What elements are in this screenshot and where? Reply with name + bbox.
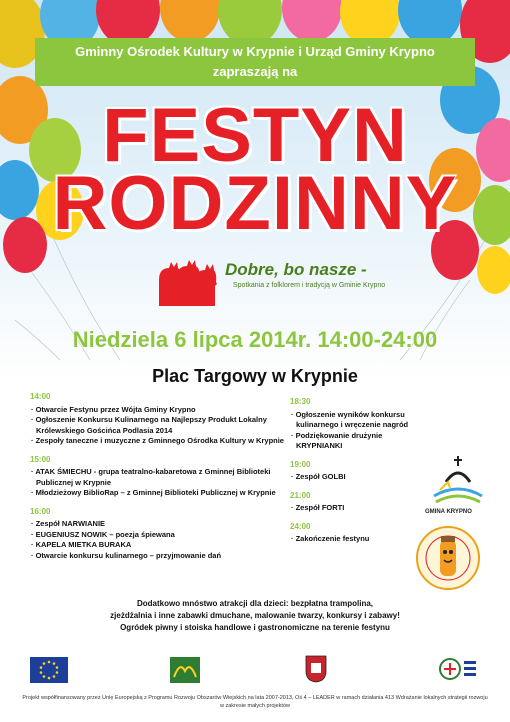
- invite-line: zapraszają na: [212, 64, 298, 79]
- schedule-item: · Ogłoszenie wyników konkursu kulinarnego i wręczenie nagród: [291, 409, 409, 429]
- organizers-line: Gminny Ośrodek Kultury w Krypnie i Urząd Gminy Krypno: [75, 44, 435, 59]
- schedule-item: · Otwarcie konkursu kulinarnego – przyjmowanie dań: [31, 550, 222, 560]
- schedule-time: 19:00: [290, 459, 311, 469]
- footer-line: w zakresie małych projektów: [220, 703, 290, 709]
- schedule-item: · Zespół GOLBI: [291, 472, 346, 481]
- schedule-item: · Zakończenie festynu: [291, 534, 370, 543]
- schedule-block: [290, 491, 430, 514]
- schedule-block: [290, 522, 430, 545]
- schedule-time: 24:00: [290, 521, 311, 531]
- organizers-banner: [35, 38, 475, 86]
- schedule-item: · Podziękowanie drużynie KRYPNIANKI: [291, 430, 383, 450]
- eu-flag-icon: [30, 657, 68, 683]
- schedule-time: 15:00: [30, 454, 51, 464]
- footer-logos: [0, 655, 510, 685]
- schedule-item: · Zespół NARWIANIE: [31, 519, 106, 528]
- extra-attractions: [60, 598, 450, 634]
- schedule-time: 14:00: [30, 392, 51, 401]
- extra-line: Ogródek piwny i stoiska handlowe i gastronomiczne na terenie festynu: [120, 623, 390, 632]
- schedule-time: 21:00: [290, 490, 311, 500]
- schedule-item: · Młodzieżowy BiblioRap – z Gminnej Biblioteki Publicznej w Krypnie: [31, 488, 276, 497]
- gmina-krypno-label: GMINA KRYPNO: [425, 509, 472, 515]
- gmina-krypno-logo-icon: [428, 452, 488, 512]
- dobre-bo-nasze-logo: [155, 258, 395, 308]
- schedule-block: [30, 455, 290, 499]
- schedule-block: [30, 392, 290, 447]
- footer-line: Projekt współfinansowany przez Unię Europejską z Programu Rozwoju Obszarów Wiejskich na lata 2007-2013, Oś 4 – LEADER w ramach działania 413 Wdrażanie lokalnych strategii rozwoju: [22, 695, 488, 701]
- schedule-time: 16:00: [30, 506, 51, 516]
- event-place: Plac Targowy w Krypnie: [152, 366, 358, 386]
- schedule-block: [290, 460, 430, 483]
- title-rodzinny: RODZINNY: [52, 161, 458, 246]
- extra-line: zjeżdżalnia i inne zabawki dmuchane, malowanie twarzy, konkursy i zabawy!: [110, 611, 400, 620]
- schedule-item: · Ogłoszenie Konkursu Kulinarnego na Najlepszy Produkt Lokalny Królewskiego Gościńca Podlasia 2014: [31, 415, 267, 435]
- schedule-item: · Zespoły taneczne i muzyczne z Gminnego Ośrodka Kultury w Krypnie: [31, 436, 284, 445]
- coat-of-arms-icon: [305, 655, 327, 683]
- leader-logo-icon: [170, 657, 200, 683]
- logo-subtitle: Spotkania z folklorem i tradycją w Gminie Krypno: [233, 282, 386, 289]
- schedule-time: 18:30: [290, 397, 311, 406]
- schedule-item: · Otwarcie Festynu przez Wójta Gminy Krypno: [31, 404, 196, 414]
- schedule-right: [290, 397, 430, 553]
- schedule-item: · Zespół FORTI: [291, 503, 345, 512]
- schedule-item: · ATAK ŚMIECHU - grupa teatralno-kabaretowa z Gminnej Biblioteki Publicznej w Krypnie: [31, 467, 271, 487]
- extra-line: Dodatkowo mnóstwo atrakcji dla dzieci: bezpłatna trampolina,: [136, 599, 374, 608]
- schedule-left: [30, 392, 290, 569]
- pomyslowa-spizarnia-logo-icon: [414, 524, 482, 592]
- schedule-item: · KAPELA MIETKA BURAKA: [31, 540, 132, 549]
- prow-logo-icon: [438, 655, 478, 683]
- logo-slogan: Dobre, bo nasze -: [225, 260, 367, 279]
- schedule-block: [30, 507, 290, 562]
- title-festyn: FESTYN: [102, 93, 408, 178]
- schedule-block: [290, 397, 430, 452]
- schedule-item: · EUGENIUSZ NOWIK – poezja śpiewana: [31, 529, 175, 539]
- roosters-logo-icon: [155, 258, 217, 306]
- footer-funding-note: [20, 694, 490, 710]
- event-date: Niedziela 6 lipca 2014r. 14:00-24:00: [72, 327, 438, 352]
